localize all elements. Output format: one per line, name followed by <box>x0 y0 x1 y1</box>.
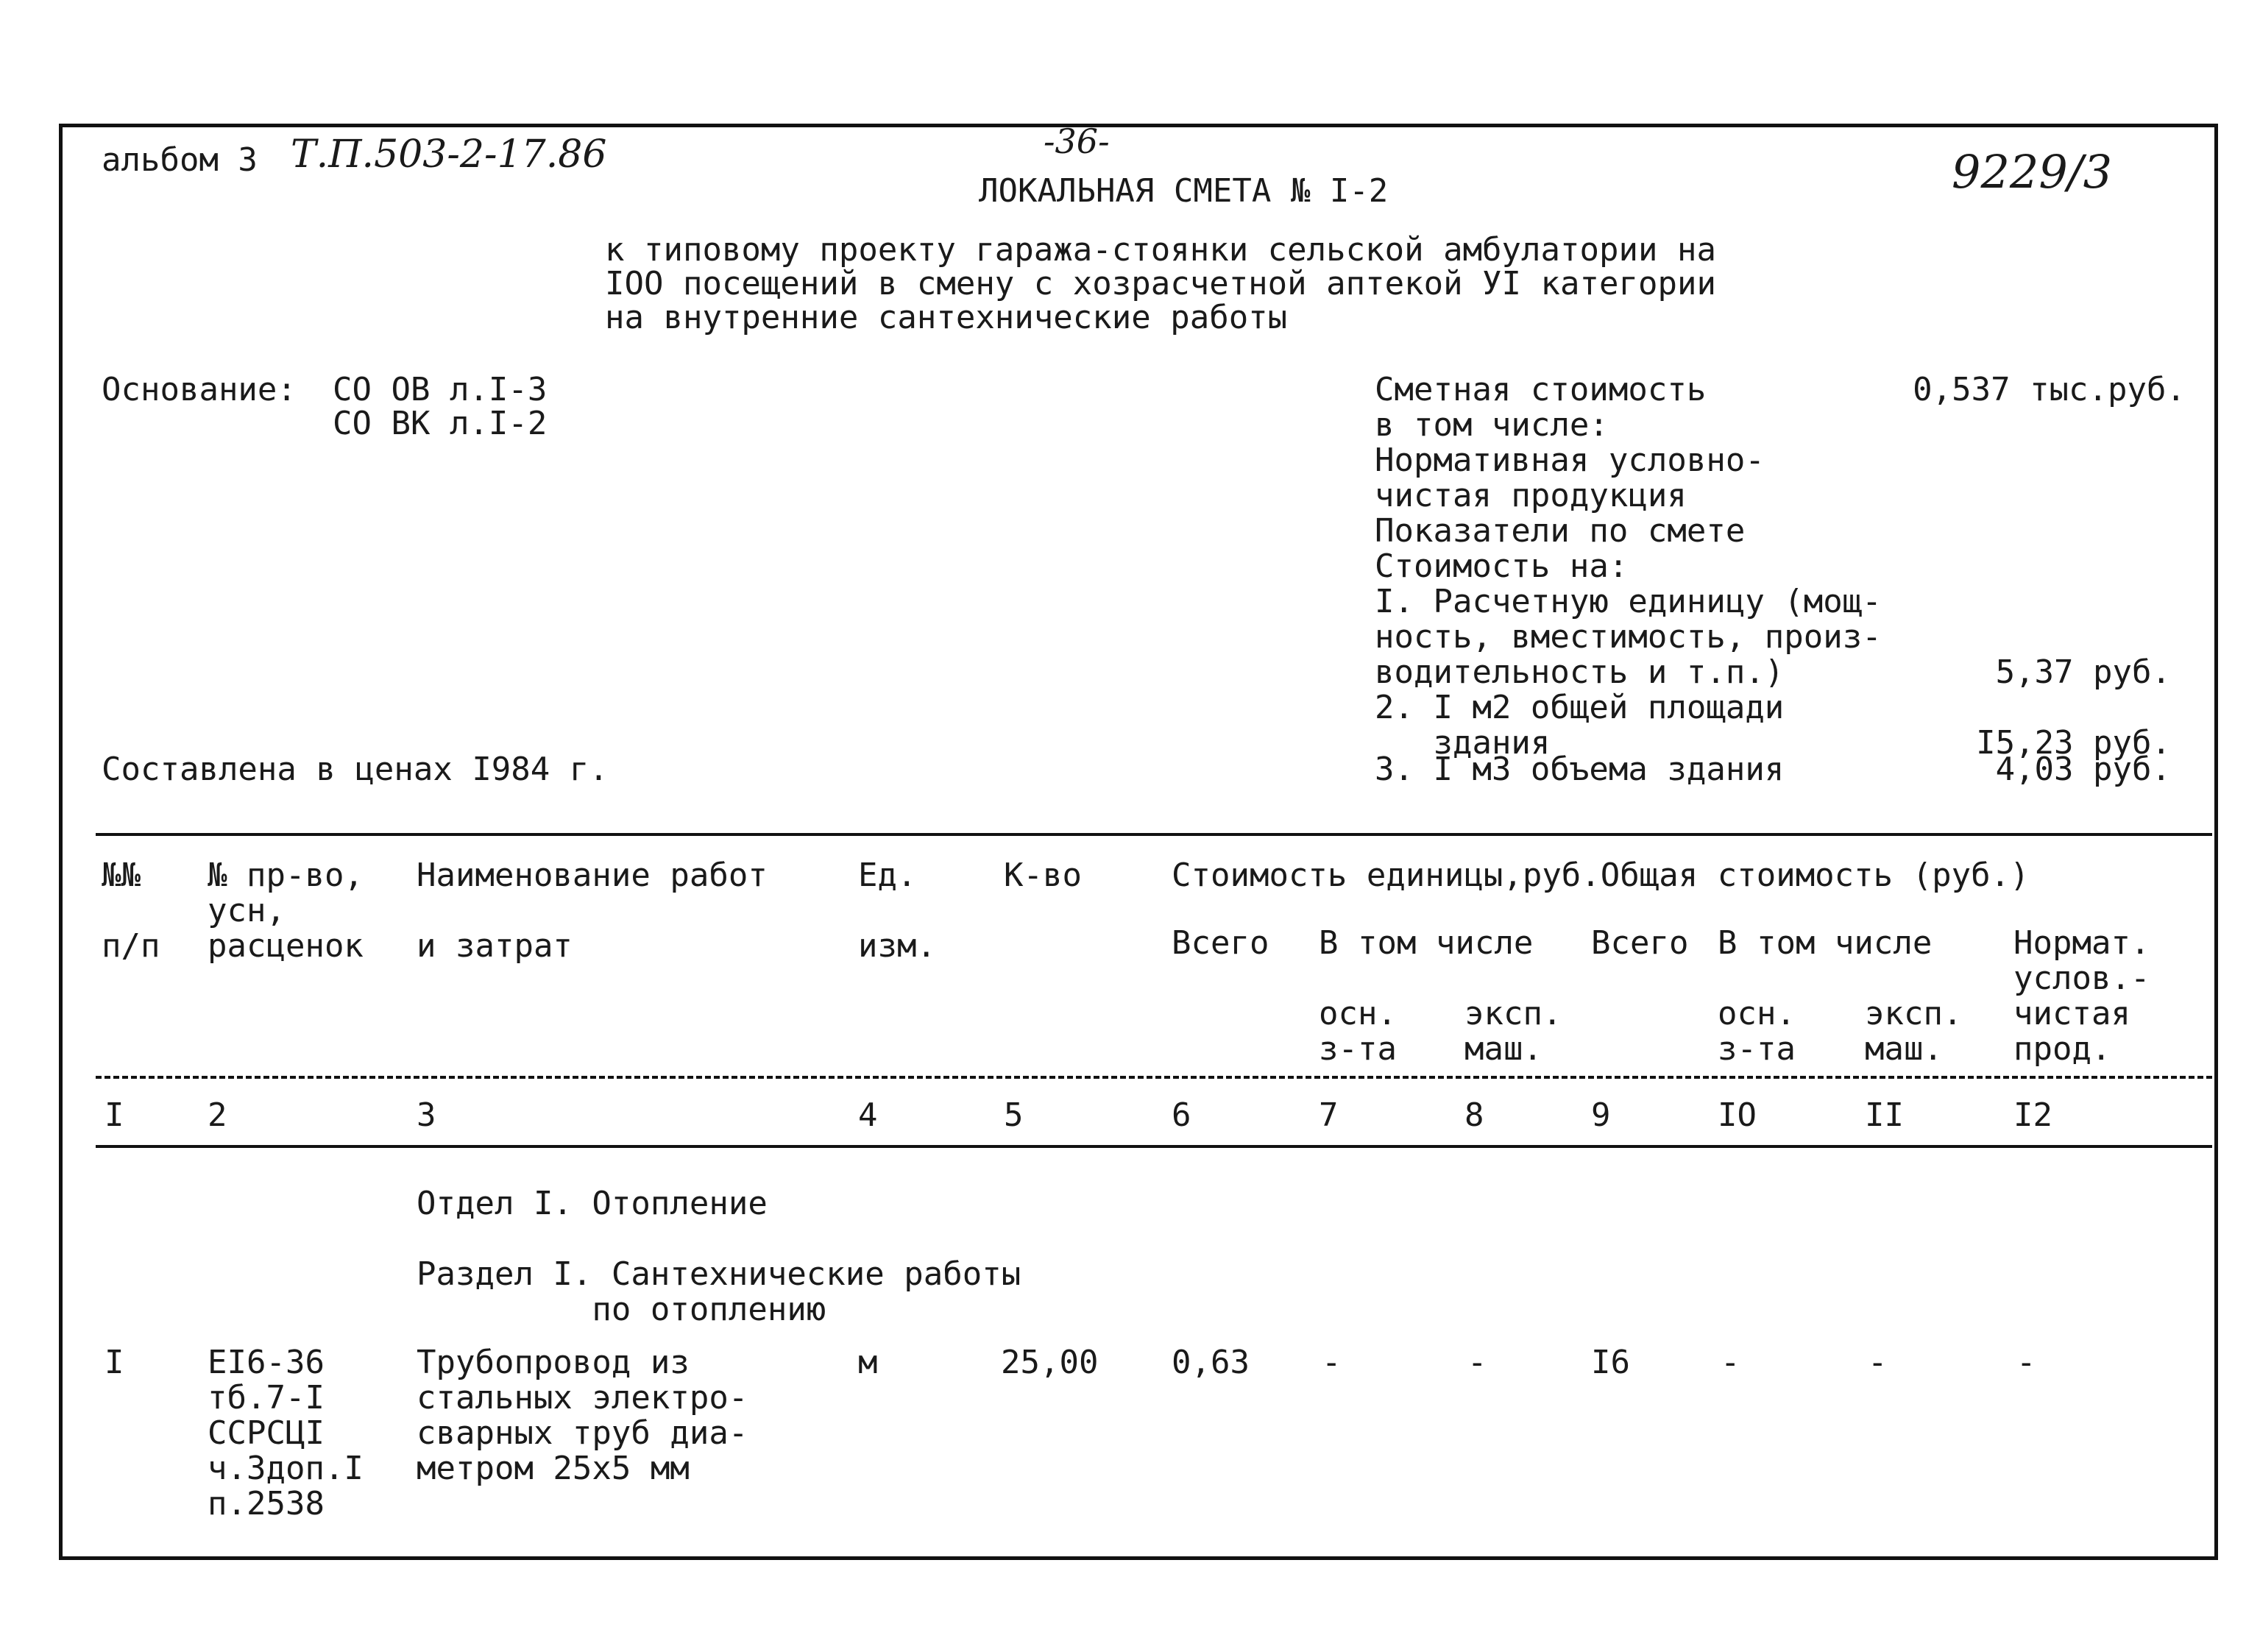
row-number: I <box>105 1344 124 1381</box>
column-number: I2 <box>2013 1096 2052 1134</box>
header-cost-group: Стоимость единицы,руб.Общая стоимость (руб.) <box>1172 857 2030 894</box>
column-number: 3 <box>417 1096 436 1134</box>
summary-line: Нормативная условно- <box>1375 442 1765 479</box>
summary-line: 2. I м2 общей площади <box>1375 689 1785 726</box>
header-bottom-rule <box>96 1076 2212 1079</box>
summary-line: 3. I м3 объема здания <box>1375 751 1785 788</box>
row-unit-machine: - <box>1467 1344 1487 1381</box>
column-number: 5 <box>1004 1096 1024 1134</box>
column-number: 2 <box>208 1096 227 1134</box>
row-rate-code: EI6-36 тб.7-I ССРСЦI ч.3доп.I п.2538 <box>208 1344 364 1522</box>
header-col-6: Всего <box>1172 924 1269 962</box>
column-number: IO <box>1718 1096 1757 1134</box>
column-number: 8 <box>1464 1096 1484 1134</box>
document-frame <box>59 121 2218 1560</box>
header-col-10: осн. з-та <box>1718 995 1796 1068</box>
subtitle-line-3: на внутренние сантехнические работы <box>605 299 1288 336</box>
column-number: I <box>105 1096 124 1134</box>
prices-note: Составлена в ценах I984 г. <box>102 751 609 788</box>
row-unit-wage: - <box>1322 1344 1342 1381</box>
per-m3-value: 4,03 руб. <box>1995 751 2171 788</box>
album-label: альбом 3 <box>102 141 258 179</box>
subsection-title: Раздел I. Сантехнические работы по отоплению <box>417 1255 1021 1328</box>
basis-label: Основание: <box>102 371 297 408</box>
header-col-9: Всего <box>1591 924 1689 962</box>
total-cost-value: 0,537 тыс.руб. <box>1913 371 2186 408</box>
row-quantity: 25,00 <box>1001 1344 1099 1381</box>
album-code-handwritten: Т.П.503-2-17.86 <box>291 132 607 177</box>
column-number: 9 <box>1591 1096 1611 1134</box>
row-total: I6 <box>1591 1344 1630 1381</box>
page-number: -36- <box>1044 121 1110 161</box>
per-m2-value: I5,23 руб. <box>1976 724 2171 762</box>
column-number: 7 <box>1319 1096 1339 1134</box>
doc-number-handwritten: 9229/3 <box>1952 145 2113 199</box>
summary-line: Стоимость на: <box>1375 547 1629 585</box>
header-col-10-group: В том числе <box>1718 924 1933 962</box>
summary-line: водительность и т.п.) <box>1375 653 1785 691</box>
row-unit: м <box>858 1344 878 1381</box>
table-top-rule <box>96 833 2212 836</box>
row-unit-total: 0,63 <box>1172 1344 1250 1381</box>
header-col-4: Ед. изм. <box>858 857 936 965</box>
column-numbers-rule <box>96 1145 2212 1148</box>
summary-line: Сметная стоимость <box>1375 371 1707 408</box>
subtitle-line-2: IOO посещений в смену с хозрасчетной аптекой УI категории <box>605 265 1716 302</box>
header-col-3: Наименование работ и затрат <box>417 857 768 965</box>
header-col-2: № пр-во, усн, расценок <box>208 857 364 965</box>
row-work-name: Трубопровод из стальных электро- сварных труб диа- метром 25х5 мм <box>417 1344 748 1487</box>
row-normative: - <box>2016 1344 2036 1381</box>
header-col-7: осн. з-та <box>1319 995 1397 1068</box>
basis-line-2: СО ВК л.I-2 <box>333 405 548 442</box>
header-col-5: К-во <box>1004 857 1082 894</box>
row-total-wage: - <box>1721 1344 1740 1381</box>
summary-line: Показатели по смете <box>1375 512 1746 550</box>
summary-line: I. Расчетную единицу (мощ- <box>1375 583 1882 620</box>
document-title: ЛОКАЛЬНАЯ СМЕТА № I-2 <box>979 172 1389 210</box>
subtitle-line-1: к типовому проекту гаража-стоянки сельской амбулатории на <box>605 231 1716 269</box>
summary-line: чистая продукция <box>1375 477 1687 514</box>
summary-line: здания <box>1375 724 1551 762</box>
column-number: 6 <box>1172 1096 1191 1134</box>
column-number: 4 <box>858 1096 878 1134</box>
section-title: Отдел I. Отопление <box>417 1185 768 1222</box>
header-col-12: Нормат. услов.- чистая прод. <box>2013 924 2150 1068</box>
header-col-11: эксп. маш. <box>1865 995 1963 1068</box>
header-col-1: №№ п/п <box>102 857 160 965</box>
header-col-8: эксп. маш. <box>1464 995 1562 1068</box>
row-total-machine: - <box>1868 1344 1888 1381</box>
column-number: II <box>1865 1096 1904 1134</box>
basis-line-1: СО ОВ л.I-3 <box>333 371 548 408</box>
summary-line: в том числе: <box>1375 406 1609 444</box>
per-unit-value: 5,37 руб. <box>1995 653 2171 691</box>
summary-line: ность, вместимость, произ- <box>1375 618 1882 656</box>
header-col-7-group: В том числе <box>1319 924 1534 962</box>
